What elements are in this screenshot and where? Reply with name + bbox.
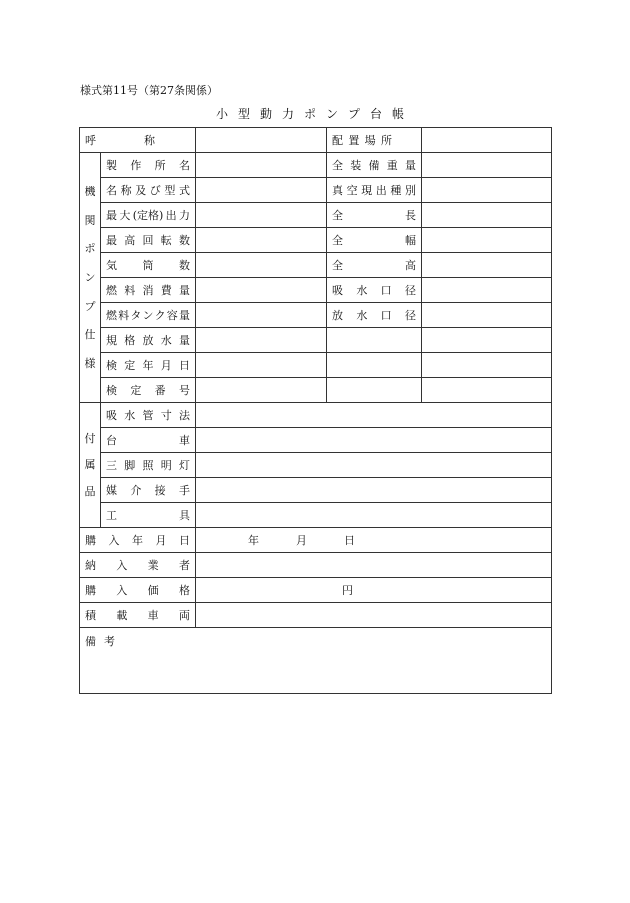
table-row xyxy=(80,178,552,203)
accessory-value[interactable] xyxy=(196,453,552,478)
accessories-section-label: 付 属 品 xyxy=(80,403,101,528)
spec-label: 最 大 (定格) 出 力 xyxy=(101,203,196,228)
spec-label: 工 具 xyxy=(101,503,196,528)
spec-value[interactable] xyxy=(196,278,327,303)
spec-label-right: 全 長 xyxy=(327,203,422,228)
document-title: 小型動力ポンプ台帳 xyxy=(215,107,414,121)
accessory-value[interactable] xyxy=(196,503,552,528)
table-row xyxy=(80,528,552,553)
spec-value-right[interactable] xyxy=(422,378,552,403)
spec-label: 検 定 番 号 xyxy=(101,378,196,403)
year-unit: 年 xyxy=(248,534,259,547)
remarks-label: 備考 xyxy=(85,635,123,648)
purchase-date-label: 購 入 年 月 日 xyxy=(80,528,196,553)
day-unit: 日 xyxy=(344,534,355,547)
table-row xyxy=(80,553,552,578)
spec-label-right: 放 水 口 径 xyxy=(327,303,422,328)
table-row xyxy=(80,328,552,353)
spec-label-right xyxy=(327,328,422,353)
spec-value-right[interactable] xyxy=(422,153,552,178)
spec-label: 名 称 及 び 型 式 xyxy=(101,178,196,203)
name-label: 呼 称 xyxy=(80,128,196,153)
remarks-field[interactable] xyxy=(80,628,552,694)
spec-value-right[interactable] xyxy=(422,328,552,353)
place-value[interactable] xyxy=(422,128,552,153)
table-row xyxy=(80,278,552,303)
accessory-value[interactable] xyxy=(196,478,552,503)
spec-value[interactable] xyxy=(196,378,327,403)
table-row xyxy=(80,228,552,253)
spec-label: 燃 料 消 費 量 xyxy=(101,278,196,303)
spec-value[interactable] xyxy=(196,303,327,328)
table-row xyxy=(80,253,552,278)
table-row xyxy=(80,453,552,478)
accessory-value[interactable] xyxy=(196,428,552,453)
place-label: 配 置 場 所 xyxy=(327,128,422,153)
spec-label: 媒 介 接 手 xyxy=(101,478,196,503)
spec-value-right[interactable] xyxy=(422,228,552,253)
table-row xyxy=(80,628,552,694)
table-row xyxy=(80,303,552,328)
yen-unit: 円 xyxy=(342,584,353,597)
spec-label: 最 高 回 転 数 xyxy=(101,228,196,253)
spec-label: 燃 料 タ ン ク 容 量 xyxy=(101,303,196,328)
table-row xyxy=(80,353,552,378)
spec-value-right[interactable] xyxy=(422,178,552,203)
spec-label: 台 車 xyxy=(101,428,196,453)
spec-label-right: 吸 水 口 径 xyxy=(327,278,422,303)
spec-value-right[interactable] xyxy=(422,353,552,378)
table-row xyxy=(80,478,552,503)
spec-label: 吸 水 管 寸 法 xyxy=(101,403,196,428)
spec-value[interactable] xyxy=(196,328,327,353)
table-row xyxy=(80,603,552,628)
spec-label: 検 定 年 月 日 xyxy=(101,353,196,378)
spec-value[interactable] xyxy=(196,203,327,228)
supplier-label: 納 入 業 者 xyxy=(80,553,196,578)
table-row xyxy=(80,503,552,528)
spec-value[interactable] xyxy=(196,228,327,253)
supplier-value[interactable] xyxy=(196,553,552,578)
spec-label: 三 脚 照 明 灯 xyxy=(101,453,196,478)
spec-label: 規 格 放 水 量 xyxy=(101,328,196,353)
table-row xyxy=(80,128,552,153)
price-label: 購 入 価 格 xyxy=(80,578,196,603)
ledger-table xyxy=(79,127,552,694)
spec-section-label: 機 関 ポ ン プ 仕 様 xyxy=(80,153,101,403)
name-value[interactable] xyxy=(196,128,327,153)
spec-label-right xyxy=(327,378,422,403)
spec-label-right: 全 高 xyxy=(327,253,422,278)
spec-value-right[interactable] xyxy=(422,278,552,303)
month-unit: 月 xyxy=(296,534,307,547)
price-value[interactable] xyxy=(196,578,552,603)
vehicle-value[interactable] xyxy=(196,603,552,628)
spec-value[interactable] xyxy=(196,253,327,278)
accessory-value[interactable] xyxy=(196,403,552,428)
spec-value[interactable] xyxy=(196,353,327,378)
spec-label-right xyxy=(327,353,422,378)
spec-value-right[interactable] xyxy=(422,253,552,278)
vehicle-label: 積 載 車 両 xyxy=(80,603,196,628)
table-row xyxy=(80,203,552,228)
table-row xyxy=(80,428,552,453)
spec-label-right: 全 装 備 重 量 xyxy=(327,153,422,178)
spec-label: 気 筒 数 xyxy=(101,253,196,278)
table-row xyxy=(80,378,552,403)
spec-value-right[interactable] xyxy=(422,303,552,328)
spec-label-right: 真 空 現 出 種 別 xyxy=(327,178,422,203)
table-row xyxy=(80,578,552,603)
purchase-date-value[interactable] xyxy=(196,528,552,553)
spec-value[interactable] xyxy=(196,178,327,203)
spec-label: 製 作 所 名 xyxy=(101,153,196,178)
spec-label-right: 全 幅 xyxy=(327,228,422,253)
spec-value-right[interactable] xyxy=(422,203,552,228)
spec-value[interactable] xyxy=(196,153,327,178)
table-row xyxy=(80,403,552,428)
table-row xyxy=(80,153,552,178)
form-reference: 様式第11号（第27条関係） xyxy=(80,84,218,97)
